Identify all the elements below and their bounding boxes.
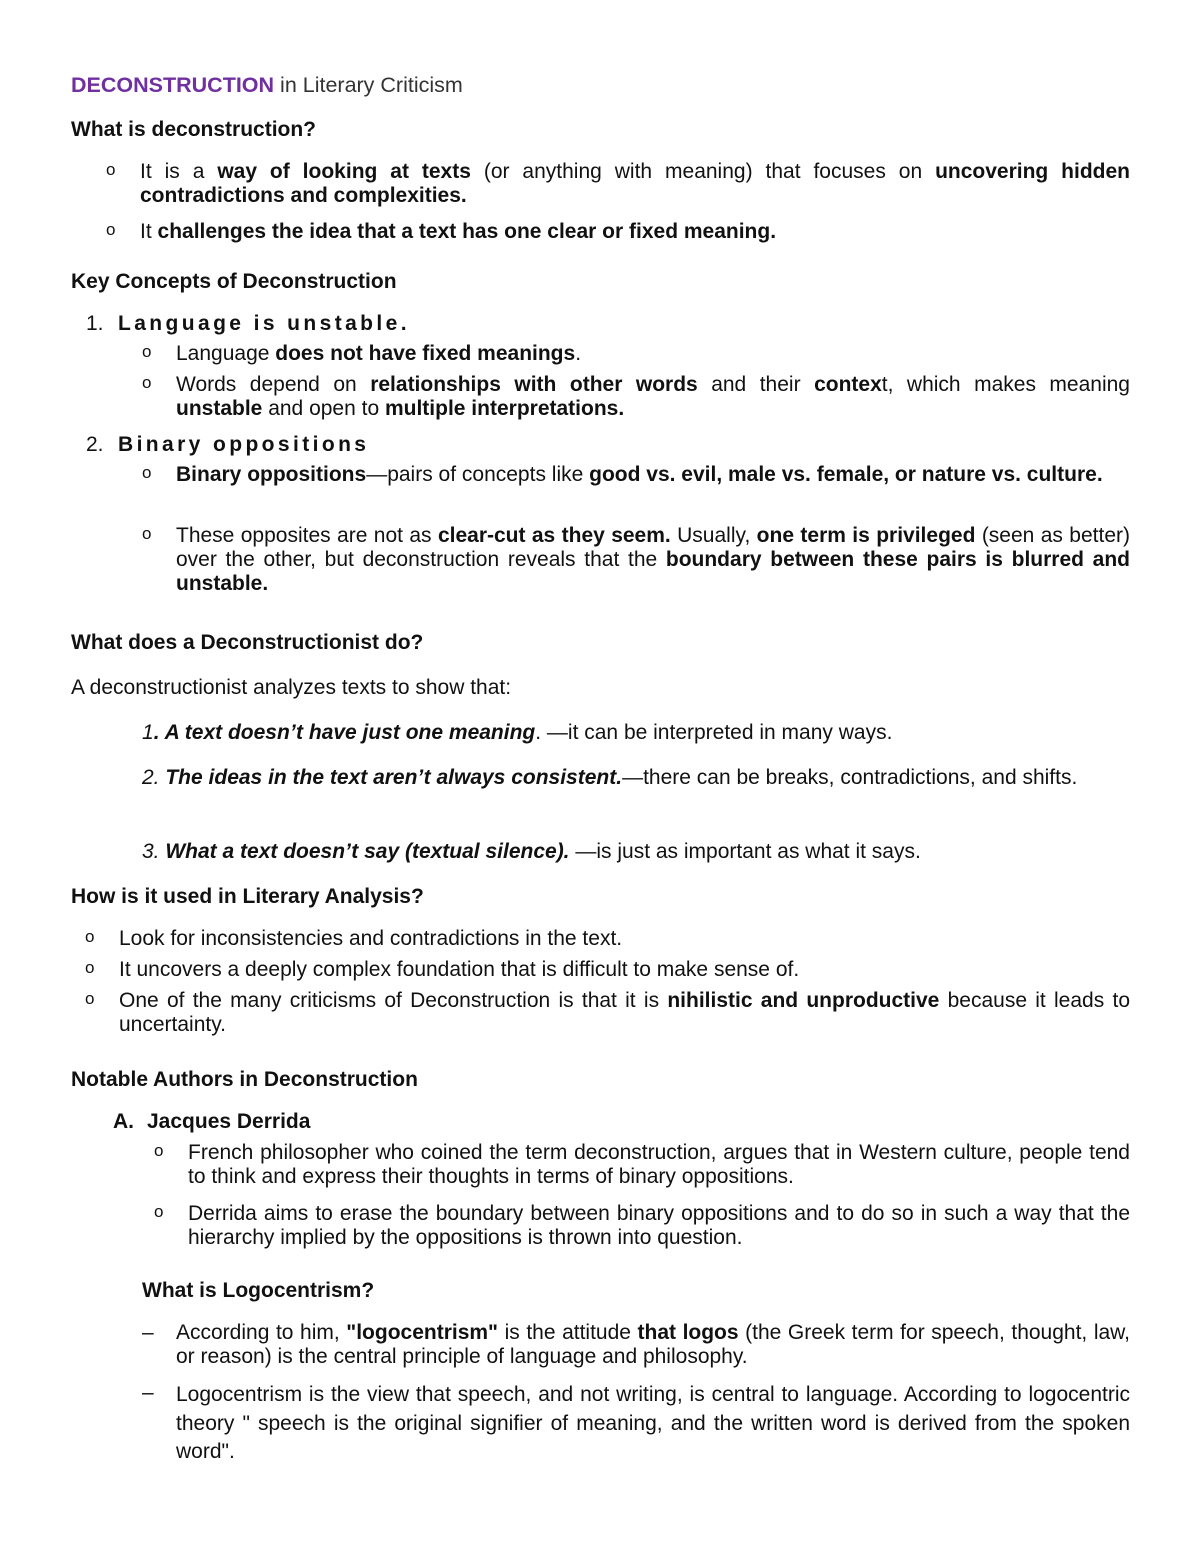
text-run: 1 (142, 721, 154, 744)
list-item-text (176, 524, 1130, 596)
list-item-text (176, 1321, 1130, 1369)
list-item (85, 989, 1130, 1037)
section-heading-key-concepts: Key Concepts of Deconstruction (71, 270, 397, 293)
title-rest: in Literary Criticism (274, 73, 463, 97)
list-item (85, 927, 1130, 951)
section-heading-notable-authors: Notable Authors in Deconstruction (71, 1068, 418, 1091)
text-run: clear-cut as they seem. (437, 524, 671, 547)
text-run: —is just as important as what it says. (569, 840, 921, 863)
claim-paragraph (142, 718, 1130, 748)
list-item (154, 1202, 1130, 1250)
list-item-text: Derrida aims to erase the boundary between binary oppositions and to do so in such a way that the hierarchy implied by the oppositions is thrown into question. (188, 1202, 1130, 1249)
list-item (142, 373, 1130, 421)
text-run: One of the many criticisms of Deconstruction is that it is (119, 989, 668, 1012)
text-run: that logos (637, 1321, 739, 1344)
list-item-text: Look for inconsistencies and contradictions in the text. (119, 927, 623, 950)
intro-paragraph: A deconstructionist analyzes texts to show that: (71, 676, 512, 699)
text-run: These opposites are not as (176, 524, 438, 547)
text-run: unstable (176, 397, 263, 420)
text-run: is the attitude (498, 1321, 638, 1344)
list-item (142, 1381, 1130, 1467)
list-item (142, 1321, 1130, 1369)
dash-icon: – (142, 1381, 154, 1404)
text-run: one term is privileged (756, 524, 976, 547)
list-item-text (176, 373, 1130, 421)
bullet-icon: o (142, 463, 152, 482)
text-run: and open to (262, 397, 385, 420)
list-item (142, 463, 1130, 487)
text-run: (seen as better) over the other, but deconstruction reveals that the (176, 524, 1130, 571)
text-run: The ideas in the text aren’t always consistent. (165, 766, 623, 789)
text-run: Words depend on (176, 373, 371, 396)
list-item-text: French philosopher who coined the term deconstruction, argues that in Western culture, people tend to think and express their thoughts in terms of binary oppositions. (188, 1141, 1130, 1188)
text-run: Language (176, 342, 276, 365)
bullet-icon: o (106, 160, 116, 179)
concept-label: Binary oppositions (118, 433, 370, 456)
text-run: . —it can be interpreted in many ways. (535, 721, 893, 744)
concept-item (86, 312, 786, 336)
text-run: Binary oppositions (176, 463, 367, 486)
concept-number: 2. (86, 433, 104, 456)
text-run: boundary between these pairs is blurred and unstable. (176, 548, 1131, 595)
text-run: According to him, (176, 1321, 347, 1344)
dash-icon: – (142, 1321, 154, 1344)
text-run: 2. (142, 766, 166, 789)
text-run: way of looking at texts (217, 160, 471, 183)
text-run: nihilistic and unproductive (667, 989, 940, 1012)
text-run: t, which makes meaning (881, 373, 1130, 396)
text-run: What a text doesn’t say (textual silence). (165, 840, 570, 863)
text-run: uncovering hidden contradictions and complexities. (140, 160, 1130, 207)
text-run: It is a (140, 160, 218, 183)
section-heading-what-is: What is deconstruction? (71, 118, 317, 141)
list-item-text (140, 220, 1130, 244)
text-run: and their (697, 373, 815, 396)
document-title (71, 70, 463, 100)
list-item-text (176, 342, 1130, 366)
list-item-text (140, 160, 1130, 208)
text-run: "logocentrism" (346, 1321, 499, 1344)
claim-paragraph (142, 837, 1130, 867)
text-run: good vs. evil, male vs. female, or nature vs. culture. (589, 463, 1103, 486)
text-run: multiple interpretations. (384, 397, 625, 420)
text-run: It (140, 220, 158, 243)
text-run: Usually, (670, 524, 757, 547)
author-name: Jacques Derrida (147, 1110, 311, 1133)
list-item (85, 958, 1130, 982)
bullet-icon: o (85, 958, 95, 977)
bullet-icon: o (154, 1141, 164, 1160)
list-item (154, 1141, 1130, 1189)
list-item (142, 524, 1130, 596)
concept-label: Language is unstable. (118, 312, 410, 335)
bullet-icon: o (85, 989, 95, 1008)
concept-item (86, 433, 786, 457)
title-accent: DECONSTRUCTION (71, 73, 275, 97)
text-run: —pairs of concepts like (366, 463, 590, 486)
list-item-text: It uncovers a deeply complex foundation that is difficult to make sense of. (119, 958, 800, 981)
text-run: —there can be breaks, contradictions, and shifts. (622, 766, 1078, 789)
bullet-icon: o (154, 1202, 164, 1221)
text-run: 3. (142, 840, 166, 863)
list-item-text (176, 463, 1130, 487)
author-letter: A. (113, 1110, 134, 1133)
list-item (142, 342, 1130, 366)
text-run: (the Greek term for speech, thought, law, or reason) is the central principle of language and philosophy. (176, 1321, 1131, 1368)
bullet-icon: o (106, 220, 116, 239)
list-item (106, 220, 1130, 244)
list-item-text: Logocentrism is the view that speech, and not writing, is central to language. According to logocentric theory " speech is the original signifier of meaning, and the written word is derived from the spoken word". (176, 1383, 1130, 1463)
text-run: challenges the idea that a text has one clear or fixed meaning. (157, 220, 777, 243)
bullet-icon: o (142, 342, 152, 361)
text-run: relationships with other words (370, 373, 698, 396)
section-heading-how-used: How is it used in Literary Analysis? (71, 885, 424, 908)
bullet-icon: o (142, 373, 152, 392)
section-heading-what-does: What does a Deconstructionist do? (71, 631, 424, 654)
concept-number: 1. (86, 312, 104, 335)
text-run: because it leads to uncertainty. (119, 989, 1130, 1036)
text-run: does not have fixed meanings (275, 342, 576, 365)
subheading-logocentrism: What is Logocentrism? (142, 1279, 375, 1302)
claim-paragraph (142, 763, 1130, 793)
bullet-icon: o (85, 927, 95, 946)
text-run: (or anything with meaning) that focuses on (470, 160, 936, 183)
text-run: . (575, 342, 582, 365)
text-run: contex (814, 373, 882, 396)
author-heading (113, 1110, 813, 1134)
text-run: . A text doesn’t have just one meaning (153, 721, 536, 744)
list-item (106, 160, 1130, 208)
bullet-icon: o (142, 524, 152, 543)
list-item-text (119, 989, 1130, 1037)
